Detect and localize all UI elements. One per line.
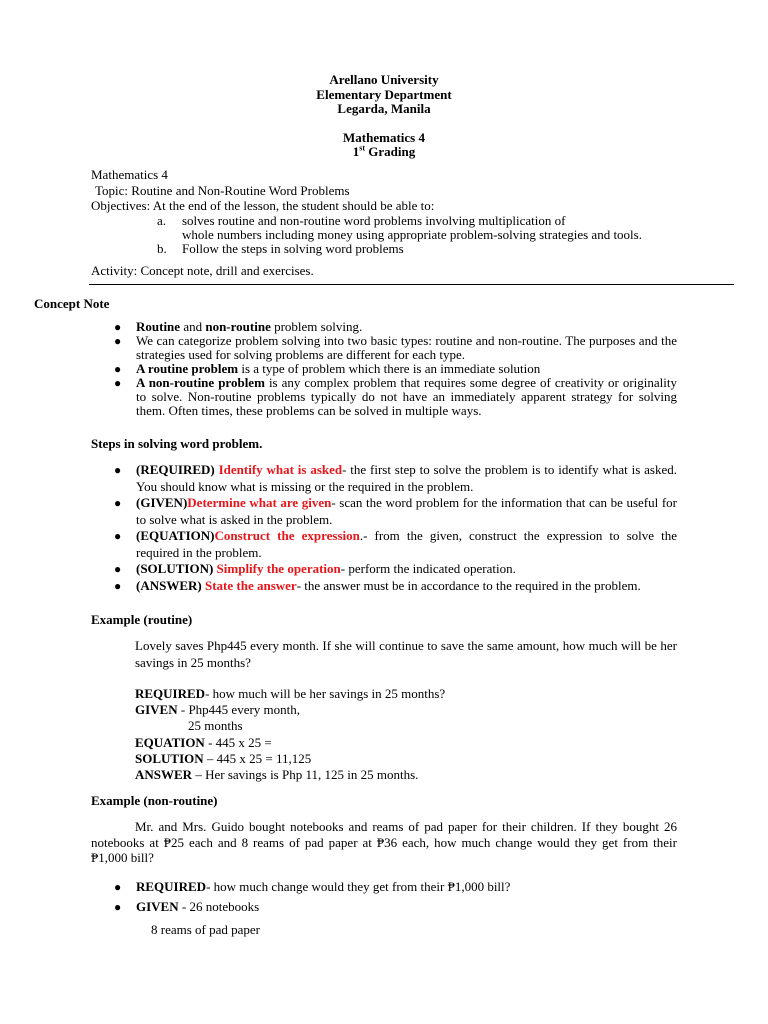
given-line-2: 25 months bbox=[188, 718, 243, 734]
example-routine-solution bbox=[135, 686, 677, 783]
subject-title: Mathematics 4 bbox=[343, 129, 425, 145]
department-name: Elementary Department bbox=[316, 86, 452, 102]
equation-line: EQUATION - 445 x 25 = bbox=[135, 734, 272, 750]
example-nonroutine-list bbox=[113, 877, 677, 917]
concept-note-list bbox=[113, 320, 677, 418]
location: Legarda, Manila bbox=[337, 101, 431, 116]
example-routine-heading: Example (routine) bbox=[91, 612, 193, 627]
lesson-objectives: Objectives: At the end of the lesson, the student should be able to: bbox=[91, 198, 435, 213]
horizontal-divider bbox=[89, 284, 734, 285]
list-item: ● (REQUIRED) Identify what is asked- the first step to solve the problem is to identify what is asked. You should know what is missing or the required in the problem. bbox=[114, 462, 678, 494]
lesson-activity: Activity: Concept note, drill and exercises. bbox=[91, 262, 314, 278]
concept-note-heading: Concept Note bbox=[34, 296, 110, 311]
list-item: ● (ANSWER) State the answer- the answer must be in accordance to the required in the problem. bbox=[114, 577, 641, 593]
answer-line: ANSWER – Her savings is Php 11, 125 in 25 months. bbox=[135, 767, 419, 783]
list-item: ● (SOLUTION) Simplify the operation- perform the indicated operation. bbox=[114, 561, 516, 576]
steps-list bbox=[113, 462, 677, 594]
objective-b: b. Follow the steps in solving word problems bbox=[157, 240, 404, 256]
objective-a: a. solves routine and non-routine word problems involving multiplication of whole numbers including money using appropriate problem-solving strategies and tools. bbox=[157, 212, 642, 242]
list-item: ● GIVEN - 26 notebooks bbox=[114, 899, 260, 914]
list-item: ● REQUIRED- how much change would they get from their ₱1,000 bill? bbox=[114, 879, 511, 894]
solution-line: SOLUTION – 445 x 25 = 11,125 bbox=[135, 750, 312, 766]
example-nonroutine-heading: Example (non-routine) bbox=[91, 793, 218, 808]
steps-heading: Steps in solving word problem. bbox=[91, 436, 263, 451]
list-item: ● We can categorize problem solving into two basic types: routine and non-routine. The purposes and the strategies used for solving problems are different for each type. bbox=[114, 333, 677, 362]
grading-period: 1st Grading bbox=[352, 143, 416, 159]
university-name: Arellano University bbox=[329, 72, 439, 87]
example-nonroutine-problem: Mr. and Mrs. Guido bought notebooks and reams of pad paper for their children. If they bought 26 notebooks at ₱25 each and 8 reams of pad paper at ₱36 each, how much change would they get from their ₱1,000 bill? bbox=[91, 819, 677, 865]
lesson-info bbox=[91, 167, 731, 278]
document-header bbox=[0, 73, 768, 160]
list-item: ● Routine and non-routine problem solving. bbox=[114, 319, 363, 334]
objectives-list bbox=[91, 214, 731, 256]
list-item: ● A non-routine problem is any complex problem that requires some degree of creativity or originality to solve. Non-routine problems typically do not have an immediately apparent strategy for solving them. Often times, these problems can be solved in multiple ways. bbox=[114, 375, 678, 418]
given-line: GIVEN - Php445 every month, bbox=[135, 702, 301, 718]
required-line: REQUIRED- how much will be her savings in 25 months? bbox=[135, 686, 446, 701]
example-routine-problem: Lovely saves Php445 every month. If she will continue to save the same amount, how much will be her savings in 25 months? bbox=[135, 638, 677, 670]
given-reams-line: 8 reams of pad paper bbox=[151, 922, 261, 937]
lesson-subject: Mathematics 4 bbox=[91, 167, 168, 182]
list-item: ● A routine problem is a type of problem which there is an immediate solution bbox=[114, 361, 541, 376]
lesson-topic: Topic: Routine and Non-Routine Word Problems bbox=[95, 182, 350, 198]
list-item: ● (GIVEN)Determine what are given- scan the word problem for the information that can be useful for to solve what is asked in the problem. bbox=[114, 495, 677, 527]
list-item: ● (EQUATION)Construct the expression.- from the given, construct the expression to solve the required in the problem. bbox=[114, 528, 677, 560]
